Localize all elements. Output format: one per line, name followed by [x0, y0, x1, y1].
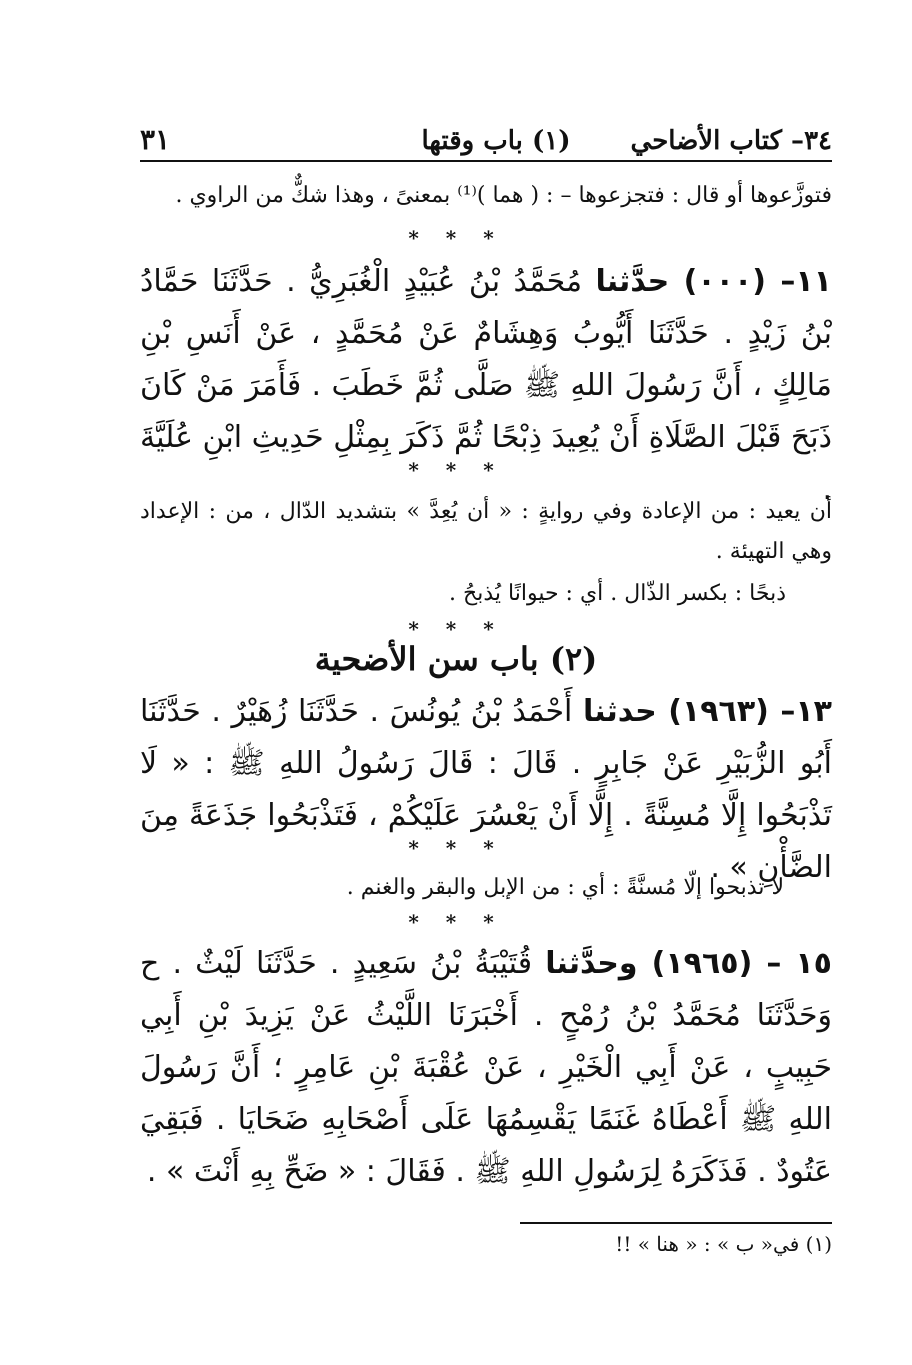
separator: * * *	[408, 910, 504, 934]
separator: * * *	[408, 458, 504, 482]
page-number: ٣١	[140, 123, 171, 156]
commentary-note: ذبحًا : بكسر الذّال . أي : حيوانًا يُذبحُ .	[449, 581, 786, 606]
hadith-text: مُحَمَّدُ بْنُ عُبَيْدٍ الْغُبَرِيُّ . حَدَّثَنَا حَمَّادُ بْنُ زَيْدٍ . حَدَّثَنَا أَيُّوبُ وَهِشَامٌ عَنْ مُحَمَّدٍ ، عَنْ أَنَسِ بْنِ مَالِكٍ ، أَنَّ رَسُولَ اللهِ ﷺ صَلَّى ثُمَّ خَطَبَ . فَأَمَرَ مَنْ كَانَ ذَبَحَ قَبْلَ الصَّلَاةِ أَنْ يُعِيدَ ذِبْحًا ثُمَّ ذَكَرَ بِمِثْلِ حَدِيثِ ابْنِ عُلَيَّةَ .	[140, 264, 832, 507]
intro-note: فتوزَّعوها أو قال : فتجزعوها – : ( هما )⁽¹⁾ بمعنىً ، وهذا شكٌّ من الراوي .	[175, 183, 832, 208]
chapter-title: ٣٤– كتاب الأضاحي	[630, 126, 832, 156]
hadith-13	[140, 686, 832, 894]
hadith-text: أَحْمَدُ بْنُ يُونُسَ . حَدَّثَنَا زُهَيْرٌ . حَدَّثَنَا أَبُو الزُّبَيْرِ عَنْ جَابِرٍ . قَالَ : قَالَ رَسُولُ اللهِ ﷺ : « لَا تَذْبَحُوا إِلَّا مُسِنَّةً . إِلَّا أَنْ يَعْسُرَ عَلَيْكُمْ ، فَتَذْبَحُوا جَذَعَةً مِنَ الضَّأْنِ » .	[140, 694, 832, 885]
hadith-lead: ١٣– (١٩٦٣) حدثنا	[582, 694, 832, 729]
section-heading: (٢) باب سن الأضحية	[314, 640, 598, 678]
hadith-text: قُتَيْبَةُ بْنُ سَعِيدٍ . حَدَّثَنَا لَيْثٌ . ح وَحَدَّثَنَا مُحَمَّدُ بْنُ رُمْحٍ . أَخْبَرَنَا اللَّيْثُ عَنْ يَزِيدَ بْنِ أَبِي حَبِيبٍ ، عَنْ أَبِي الْخَيْرِ ، عَنْ عُقْبَةَ بْنِ عَامِرٍ ؛ أَنَّ رَسُولَ اللهِ ﷺ أَعْطَاهُ غَنَمًا يَقْسِمُهَا عَلَى أَصْحَابِهِ ضَحَايَا . فَبَقِيَ عَتُودٌ . فَذَكَرَهُ لِرَسُولِ اللهِ ﷺ . فَقَالَ : « ضَحِّ بِهِ أَنْتَ » .	[140, 946, 832, 1189]
footnote: (١) في« ب » : « هنا » !!	[615, 1232, 832, 1256]
commentary-note: أن يعيد : من الإعادة وفي روايةٍ : « أن يُعِدَّ » بتشديد الدّال ، من : الإعداد وهي التهيئة .	[140, 499, 832, 564]
section-title-running: (١) باب وقتها	[421, 126, 571, 156]
separator: * * *	[408, 226, 504, 250]
separator: * * *	[408, 836, 504, 860]
footnote-divider	[520, 1222, 832, 1224]
separator: * * *	[408, 617, 504, 641]
hadith-15	[140, 938, 832, 1198]
page-header	[140, 112, 832, 162]
commentary-note: لا تذبحوا إلّا مُسنَّةً : أي : من الإبل والبقر والغنم .	[346, 875, 784, 900]
hadith-lead: ١٥ – (١٩٦٥) وحدَّثنا	[545, 946, 832, 981]
running-title	[421, 126, 832, 160]
hadith-lead: ١١– (٠٠٠) حدَّثنا	[595, 264, 832, 299]
